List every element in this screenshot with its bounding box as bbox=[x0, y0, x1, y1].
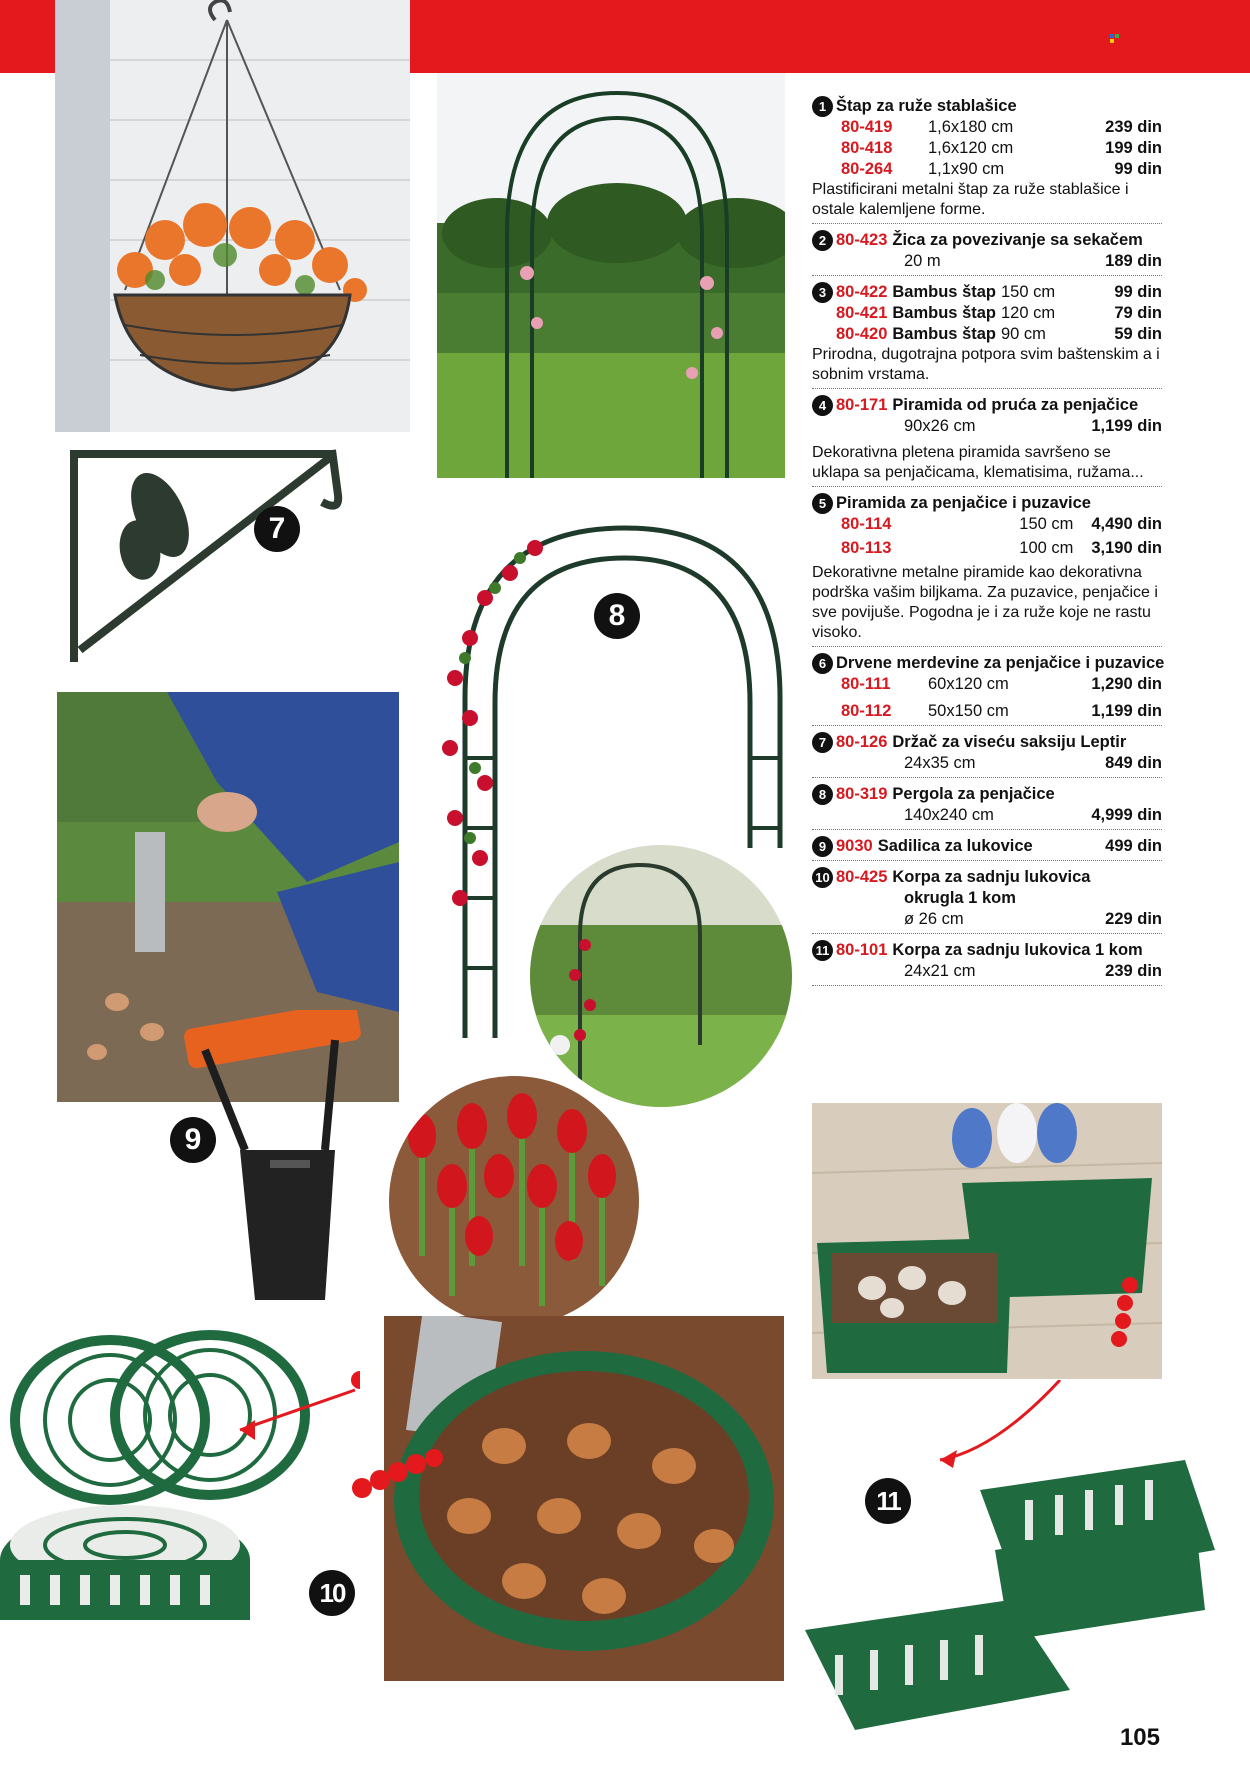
product-price: 79 din bbox=[1114, 304, 1162, 322]
item-title: Korpa za sadnju lukovica 1 kom bbox=[892, 941, 1143, 959]
item-number-11: 11 bbox=[812, 940, 833, 961]
product-code: 80-420 bbox=[836, 325, 888, 343]
product-code: 80-101 bbox=[836, 941, 888, 959]
product-code: 80-171 bbox=[836, 396, 888, 414]
item-number-1: 1 bbox=[812, 96, 833, 117]
item-description: Dekorativne metalne piramide kao dekorativna podrška vašim biljkama. Za puzavice, penjačice i sve povijuše. Pogodna je i za ruže koje ne rastu visoko. bbox=[812, 564, 1158, 641]
product-size: 150 cm bbox=[1001, 283, 1056, 301]
item-number-7: 7 bbox=[812, 732, 833, 753]
variant-row bbox=[812, 159, 1162, 180]
product-code: 9030 bbox=[836, 837, 873, 855]
item-number-3: 3 bbox=[812, 282, 833, 303]
item-number-10: 10 bbox=[812, 867, 833, 888]
product-size: 1,6x180 cm bbox=[928, 118, 1014, 136]
item-number-6: 6 bbox=[812, 653, 833, 674]
product-code: 80-126 bbox=[836, 733, 888, 751]
item-description: Prirodna, dugotrajna potpora svim baštenskim a i sobnim vrstama. bbox=[812, 346, 1160, 383]
product-price: 189 din bbox=[1105, 252, 1162, 270]
product-item-7 bbox=[812, 732, 1162, 778]
product-price: 239 din bbox=[1105, 118, 1162, 136]
variant-row bbox=[812, 117, 1162, 138]
product-size: 90x26 cm bbox=[904, 417, 976, 435]
product-price: 59 din bbox=[1114, 325, 1162, 343]
product-price: 239 din bbox=[1105, 962, 1162, 980]
product-size: ø 26 cm bbox=[904, 910, 964, 928]
product-name: Bambus štap bbox=[892, 283, 996, 301]
product-item-8 bbox=[812, 784, 1162, 830]
product-code: 80-113 bbox=[841, 539, 892, 557]
product-price: 4,490 din bbox=[1091, 515, 1162, 533]
rectangular-baskets-image bbox=[795, 1380, 1245, 1740]
product-item-10 bbox=[812, 867, 1162, 934]
variant-row bbox=[812, 538, 1162, 559]
item-number-2: 2 bbox=[812, 230, 833, 251]
item-title: Piramida za penjačice i puzavice bbox=[836, 494, 1091, 512]
product-code: 80-419 bbox=[841, 118, 893, 136]
hearts-decoration-2 bbox=[1105, 1275, 1145, 1360]
item-title: Žica za povezivanje sa sekačem bbox=[892, 231, 1143, 249]
product-item-11 bbox=[812, 940, 1162, 986]
product-code: 80-319 bbox=[836, 785, 888, 803]
product-size: 50x150 cm bbox=[928, 702, 1009, 720]
product-code: 80-423 bbox=[836, 231, 888, 249]
product-price: 1,199 din bbox=[1091, 702, 1162, 720]
color-dots-icon bbox=[1110, 34, 1120, 44]
product-price: 99 din bbox=[1114, 283, 1162, 301]
item-title-line2: okrugla 1 kom bbox=[904, 889, 1016, 907]
item-title: Piramida od pruća za penjačice bbox=[892, 396, 1139, 414]
garden-arch-photo bbox=[437, 73, 785, 478]
badge-10: 10 bbox=[309, 1570, 355, 1616]
product-list bbox=[812, 96, 1165, 992]
product-price: 4,999 din bbox=[1091, 806, 1162, 824]
product-item-5 bbox=[812, 493, 1162, 647]
item-number-5: 5 bbox=[812, 493, 833, 514]
item-number-9: 9 bbox=[812, 836, 833, 857]
product-price: 1,199 din bbox=[1091, 417, 1162, 435]
page-number: 105 bbox=[1119, 1724, 1160, 1751]
badge-9: 9 bbox=[170, 1117, 216, 1163]
product-size: 140x240 cm bbox=[904, 806, 994, 824]
butterfly-hanger-image bbox=[60, 440, 360, 670]
product-item-1 bbox=[812, 96, 1162, 224]
product-item-4 bbox=[812, 395, 1162, 487]
product-price: 99 din bbox=[1114, 160, 1162, 178]
product-price: 229 din bbox=[1105, 910, 1162, 928]
product-name: Bambus štap bbox=[892, 325, 996, 343]
product-size: 1,1x90 cm bbox=[928, 160, 1005, 178]
item-number-4: 4 bbox=[812, 395, 833, 416]
product-item-2 bbox=[812, 230, 1162, 276]
product-item-6 bbox=[812, 653, 1165, 726]
round-baskets-image bbox=[0, 1320, 360, 1620]
product-code: 80-264 bbox=[841, 160, 893, 178]
variant-row bbox=[812, 674, 1162, 695]
product-size: 150 cm bbox=[1019, 515, 1074, 533]
badge-7: 7 bbox=[254, 506, 300, 552]
product-item-9 bbox=[812, 836, 1162, 861]
product-item-3 bbox=[812, 282, 1162, 389]
item-title: Drvene merdevine za penjačice i puzavice bbox=[836, 654, 1165, 672]
product-code: 80-112 bbox=[841, 702, 892, 720]
product-code: 80-425 bbox=[836, 868, 888, 886]
badge-11: 11 bbox=[865, 1478, 911, 1524]
product-price: 199 din bbox=[1105, 139, 1162, 157]
hanging-basket-photo bbox=[55, 0, 410, 432]
product-price: 1,290 din bbox=[1091, 675, 1162, 693]
item-title: Štap za ruže stablašice bbox=[836, 97, 1017, 115]
item-title: Pergola za penjačice bbox=[892, 785, 1055, 803]
product-size: 120 cm bbox=[1001, 304, 1056, 322]
item-number-8: 8 bbox=[812, 784, 833, 805]
product-name: Bambus štap bbox=[892, 304, 996, 322]
variant-row bbox=[812, 701, 1162, 722]
item-title: Držač za viseću saksiju Leptir bbox=[892, 733, 1127, 751]
hearts-decoration bbox=[350, 1448, 450, 1508]
product-size: 24x21 cm bbox=[904, 962, 976, 980]
item-title: Sadilica za lukovice bbox=[877, 837, 1033, 855]
variant-row bbox=[812, 138, 1162, 159]
product-size: 20 m bbox=[904, 252, 941, 270]
product-code: 80-114 bbox=[841, 515, 892, 533]
badge-8: 8 bbox=[594, 593, 640, 639]
product-price: 3,190 din bbox=[1091, 539, 1162, 557]
variant-row bbox=[812, 514, 1162, 535]
tulips-circle-photo bbox=[389, 1076, 639, 1326]
product-code: 80-111 bbox=[841, 675, 891, 693]
bulb-planter-image bbox=[175, 1010, 375, 1310]
product-code: 80-422 bbox=[836, 283, 888, 301]
product-code: 80-421 bbox=[836, 304, 888, 322]
product-size: 24x35 cm bbox=[904, 754, 976, 772]
product-size: 90 cm bbox=[1001, 325, 1046, 343]
product-price: 849 din bbox=[1105, 754, 1162, 772]
product-code: 80-418 bbox=[841, 139, 893, 157]
product-price: 499 din bbox=[1105, 837, 1162, 855]
product-size: 1,6x120 cm bbox=[928, 139, 1014, 157]
item-description: Plastificirani metalni štap za ruže stablašice i ostale kalemljene forme. bbox=[812, 181, 1129, 218]
product-size: 60x120 cm bbox=[928, 675, 1009, 693]
item-description: Dekorativna pletena piramida savršeno se uklapa sa penjačicama, klematisima, ružama... bbox=[812, 444, 1144, 481]
garden-circle-photo bbox=[530, 845, 792, 1107]
item-title: Korpa za sadnju lukovica bbox=[892, 868, 1091, 886]
product-size: 100 cm bbox=[1019, 539, 1074, 557]
